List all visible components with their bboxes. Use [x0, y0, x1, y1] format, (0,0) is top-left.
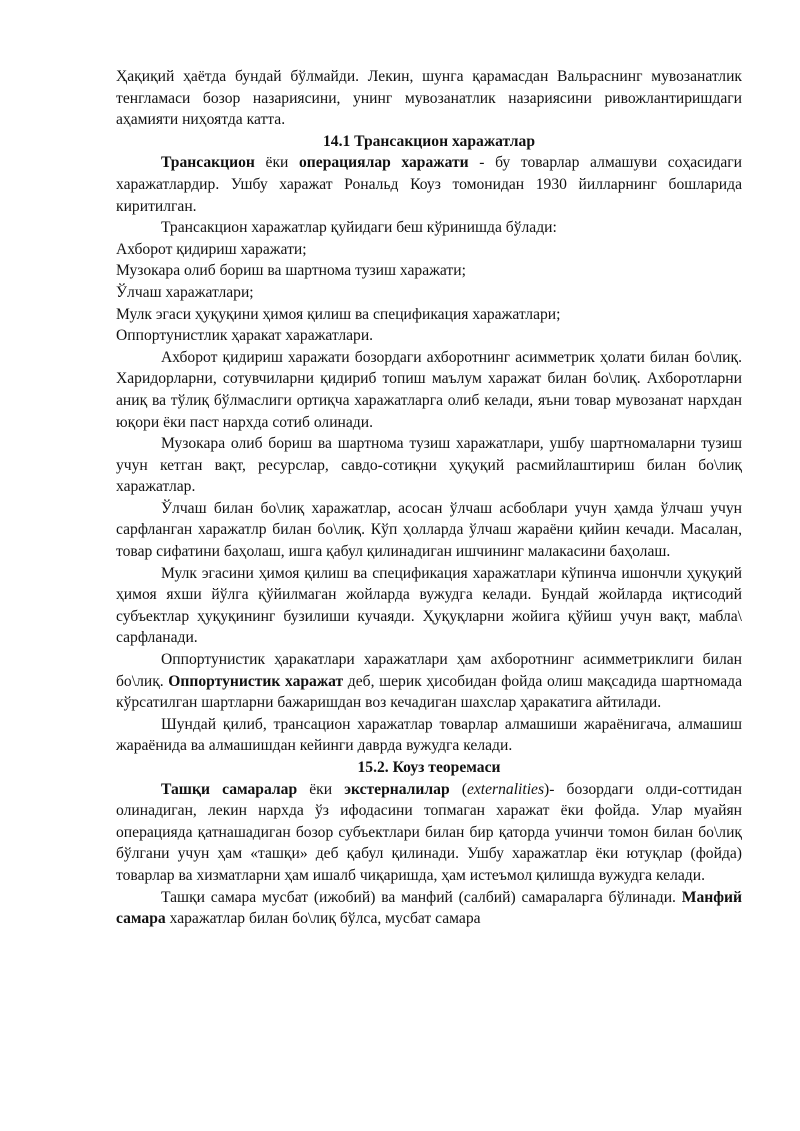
list-item-property-rights: Мулк эгаси ҳуқуқини ҳимоя қилиш ва спецификация харажатлари; — [116, 305, 561, 323]
term-opportunistic-cost: Оппортунистик харажат — [168, 672, 344, 690]
paragraph-five-types-intro: Трансакцион харажатлар қуйидаги беш кўринишда бўлади: — [161, 219, 557, 237]
term-transaction: Трансакцион — [161, 154, 255, 172]
text-span: харажатлар билан бо\лиқ бўлса, мусбат самара — [165, 910, 481, 928]
list-item-opportunistic: Оппортунистлик ҳаракат харажатлари. — [116, 327, 374, 345]
list-item-measurement: Ўлчаш харажатлари; — [116, 283, 254, 301]
term-negative-effect: Манфий самара — [116, 888, 742, 928]
term-external-effects: Ташқи самаралар — [161, 780, 298, 798]
term-externalities-english: externalities — [466, 780, 545, 798]
text-span: ёки — [254, 154, 299, 172]
paragraph-positive-negative — [116, 887, 742, 930]
paragraph-measurement: Ўлчаш билан бо\лиқ харажатлар, асосан ўлчаш асбоблари учун ҳамда ўлчаш учун сарфланган харажатлр билан бо\лиқ. Кўп ҳолларда ўлчаш жараёни қийин кечади. Масалан, товар сифатини баҳолаш, ишга қабул қилинадиган ишчининг малакасини баҳолаш. — [116, 499, 742, 561]
term-externalities: экстерналилар — [344, 780, 450, 798]
text-span: ёки — [297, 780, 345, 798]
text-span: деб, шерик ҳисобидан фойда олиш мақсадида шартномада кўрсатилган шартларни бажаришдан воз кечадиган шахслар ҳаракатига айтилади. — [116, 672, 742, 712]
text-span: ( — [449, 780, 467, 798]
paragraph-opportunistic — [116, 649, 742, 714]
paragraph-property-protection: Мулк эгасини ҳимоя қилиш ва спецификация харажатлари кўпинча ишончли ҳуқуқий ҳимоя яхши йўлга қўйилмаган жойларда вужудга келади. Бундай жойларда иқтисодий субъектлар ҳуқуқининг бузилиши кучаяди. Ҳуқуқларни жойига қўйиш учун вақт, мабла\ сарфланади. — [116, 564, 742, 647]
paragraph-conclusion: Шундай қилиб, трансацион харажатлар товарлар алмашиши жараёнигача, алмашиш жараёнида ва алмашишдан кейинги даврда вужудга келади. — [116, 715, 742, 755]
paragraph-negotiation: Музокара олиб бориш ва шартнома тузиш харажатлари, ушбу шартномаларни тузиш учун кетган вақт, ресурслар, савдо-сотиқни ҳуқуқий расмийлаштириш билан бо\лиқ харажатлар. — [116, 435, 742, 496]
list-item-negotiation: Музокара олиб бориш ва шартнома тузиш харажати; — [116, 262, 466, 280]
section-heading-transaction-costs: 14.1 Трансакцион харажатлар — [322, 132, 536, 150]
term-operation-costs: операциялар харажати — [299, 154, 469, 172]
document-page — [116, 66, 742, 930]
section-heading-coase-theorem: 15.2. Коуз теоремаси — [357, 759, 501, 776]
list-item-info-search: Ахборот қидириш харажати; — [116, 240, 307, 258]
paragraph-walras-intro: Ҳақиқий ҳаётда бундай бўлмайди. Лекин, шунга қарамасдан Вальраснинг мувозанатлик тенгламаси бозор назариясини, унинг мувозанатлик назариясини ривожлантиришдаги аҳамияти ниҳоятда катта. — [116, 68, 742, 129]
paragraph-externalities — [116, 779, 742, 887]
paragraph-info-search: Ахборот қидириш харажати бозордаги ахборотнинг асимметрик ҳолати билан бо\лиқ. Харидорларни, сотувчиларни қидириб топиш маълум харажат билан бо\лиқ. Ахборотларни аниқ ва тўлиқ бўлмаслиги ортиқча харажатларга олиб келади, яъни товар мувозанат нархдан юқори ёки паст нархда сотиб олинади. — [116, 348, 742, 431]
paragraph-transaction-definition — [116, 152, 742, 217]
text-span: Оппортунистик ҳаракатлари харажатлари ҳам ахборотнинг асимметриклиги билан бо\лиқ. — [116, 651, 742, 690]
text-span: )- бозордаги олди-соттидан олинадиган, лекин нархда ўз ифодасини топмаган харажат ёки фойда. Улар муайян операцияда қатнашадиган бозор субъектлари билан бир қаторда учинчи томон билан бо\лиқ бўлгани учун ҳам «ташқи» деб қабул қилинади. Ушбу харажатлар ёки ютуқлар (фойда) товарлар ва хизматларни ҳам ишалб чиқаришда, ҳам истеъмол қилишда вужудга келади. — [116, 780, 742, 884]
text-span: Ташқи самара мусбат (ижобий) ва манфий (салбий) самараларга бўлинади. — [161, 888, 682, 906]
text-span: - бу товарлар алмашуви соҳасидаги харажатлардир. Ушбу харажат Рональд Коуз томонидан 1930 йилларнинг бошларида киритилган. — [116, 154, 742, 215]
